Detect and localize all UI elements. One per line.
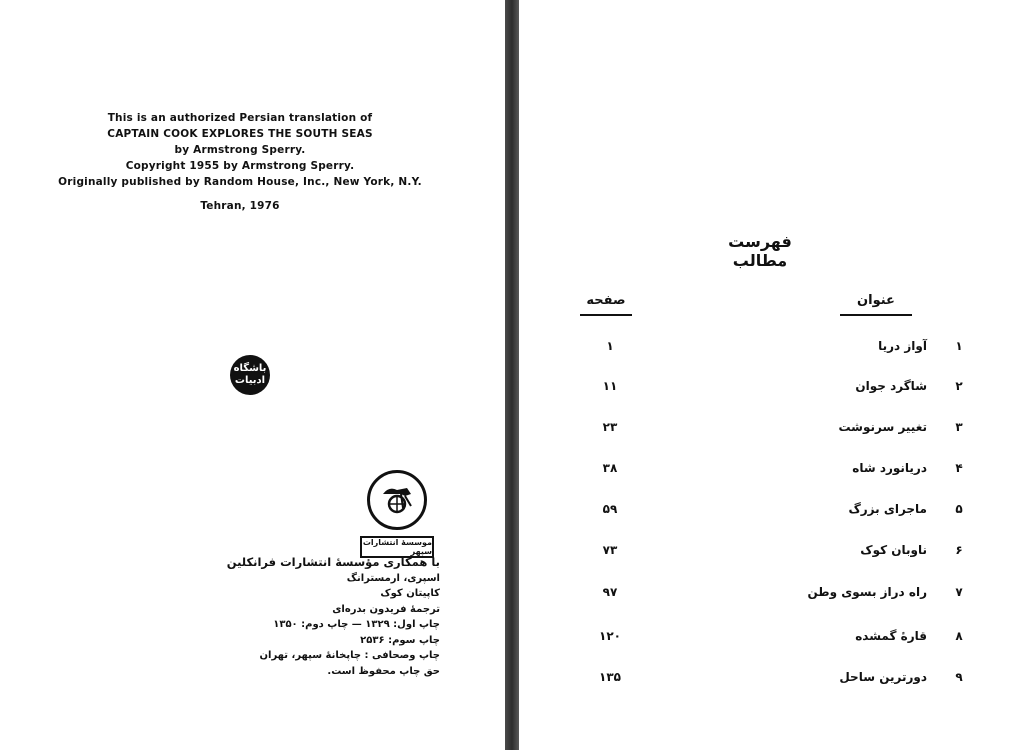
toc-entry[interactable] [560, 461, 975, 483]
toc-entry[interactable] [560, 502, 975, 524]
colophon-line: با همکاری مؤسسهٔ انتشارات فرانکلین [226, 555, 440, 569]
entry-number: ۸ [955, 629, 963, 643]
colophon-line: چاپ وصحافی : چاپخانهٔ سپهر، تهران [259, 650, 440, 661]
left-page [0, 0, 505, 750]
entry-number: ۷ [955, 585, 963, 599]
imprint-line: Originally published by Random House, Inc., New York, N.Y. [58, 176, 422, 188]
entry-number: ۳ [955, 420, 963, 434]
imprint-line: by Armstrong Sperry. [174, 144, 306, 156]
entry-page: ۵۹ [602, 502, 618, 516]
entry-page: ۳۸ [602, 461, 618, 475]
entry-title: تغییر سرنوشت [838, 420, 927, 434]
entry-number: ۵ [955, 502, 963, 516]
library-stamp [230, 355, 270, 395]
colophon-line: کاپیتان کوک [380, 588, 440, 599]
entry-number: ۴ [955, 461, 963, 475]
toc-entry[interactable] [560, 629, 975, 651]
entry-page: ۷۳ [602, 543, 618, 557]
book-spine [505, 0, 519, 750]
toc-entry[interactable] [560, 420, 975, 442]
column-header-title [840, 293, 912, 316]
stamp-line: ادبیات [234, 375, 266, 386]
entry-page: ۲۳ [602, 420, 618, 434]
column-header-title-label: عنوان [857, 293, 895, 308]
publisher-logo-text: موسسهٔ انتشارات سپهر [360, 536, 434, 558]
imprint-line: This is an authorized Persian translation of [107, 112, 373, 124]
colophon [226, 555, 440, 679]
copyright-imprint [40, 110, 440, 214]
entry-number: ۹ [955, 670, 963, 684]
stamp-line: باشگاه [233, 363, 267, 374]
colophon-line: ترجمهٔ فریدون بدره‌ای [332, 603, 440, 615]
entry-title: راه دراز بسوی وطن [807, 585, 927, 599]
toc-entry[interactable] [560, 379, 975, 401]
column-header-page [580, 293, 632, 316]
entry-page: ۱۲۰ [599, 629, 621, 643]
entry-title: ناوبان کوک [860, 543, 927, 557]
entry-title: شاگرد جوان [855, 379, 927, 393]
entry-title: قارهٔ گمشده [855, 629, 927, 643]
entry-page: ۱ [606, 339, 614, 353]
colophon-line: اسپری، ارمسترانگ [346, 572, 440, 584]
toc-entry[interactable] [560, 543, 975, 565]
chariot-emblem-icon [367, 470, 427, 530]
entry-title: دورترین ساحل [839, 670, 927, 684]
entry-page: ۹۷ [602, 585, 618, 599]
column-header-page-label: صفحه [586, 293, 626, 308]
entry-title: آواز دریا [878, 339, 927, 353]
colophon-line: چاپ سوم: ۲۵۳۶ [360, 634, 440, 646]
entry-number: ۱ [955, 339, 963, 353]
entry-title: دریانورد شاه [852, 461, 927, 475]
place-date: Tehran, 1976 [200, 200, 280, 212]
toc-title: فهرست مطالب [728, 232, 792, 270]
toc-entry[interactable] [560, 339, 975, 361]
entry-page: ۱۳۵ [599, 670, 621, 684]
publisher-logo [360, 470, 434, 558]
entry-number: ۲ [955, 379, 963, 393]
toc-entry[interactable] [560, 670, 975, 692]
header-underline [580, 314, 632, 316]
colophon-line: چاپ اول: ۱۳۲۹ — چاپ دوم: ۱۳۵۰ [273, 619, 440, 630]
imprint-line: Copyright 1955 by Armstrong Sperry. [125, 160, 355, 172]
entry-number: ۶ [955, 543, 963, 557]
entry-page: ۱۱ [602, 379, 618, 393]
toc-entry[interactable] [560, 585, 975, 607]
entry-title: ماجرای بزرگ [848, 502, 927, 516]
colophon-line: حق چاپ محفوظ است. [327, 665, 440, 677]
header-underline [840, 314, 912, 316]
imprint-line: CAPTAIN COOK EXPLORES THE SOUTH SEAS [107, 128, 373, 140]
